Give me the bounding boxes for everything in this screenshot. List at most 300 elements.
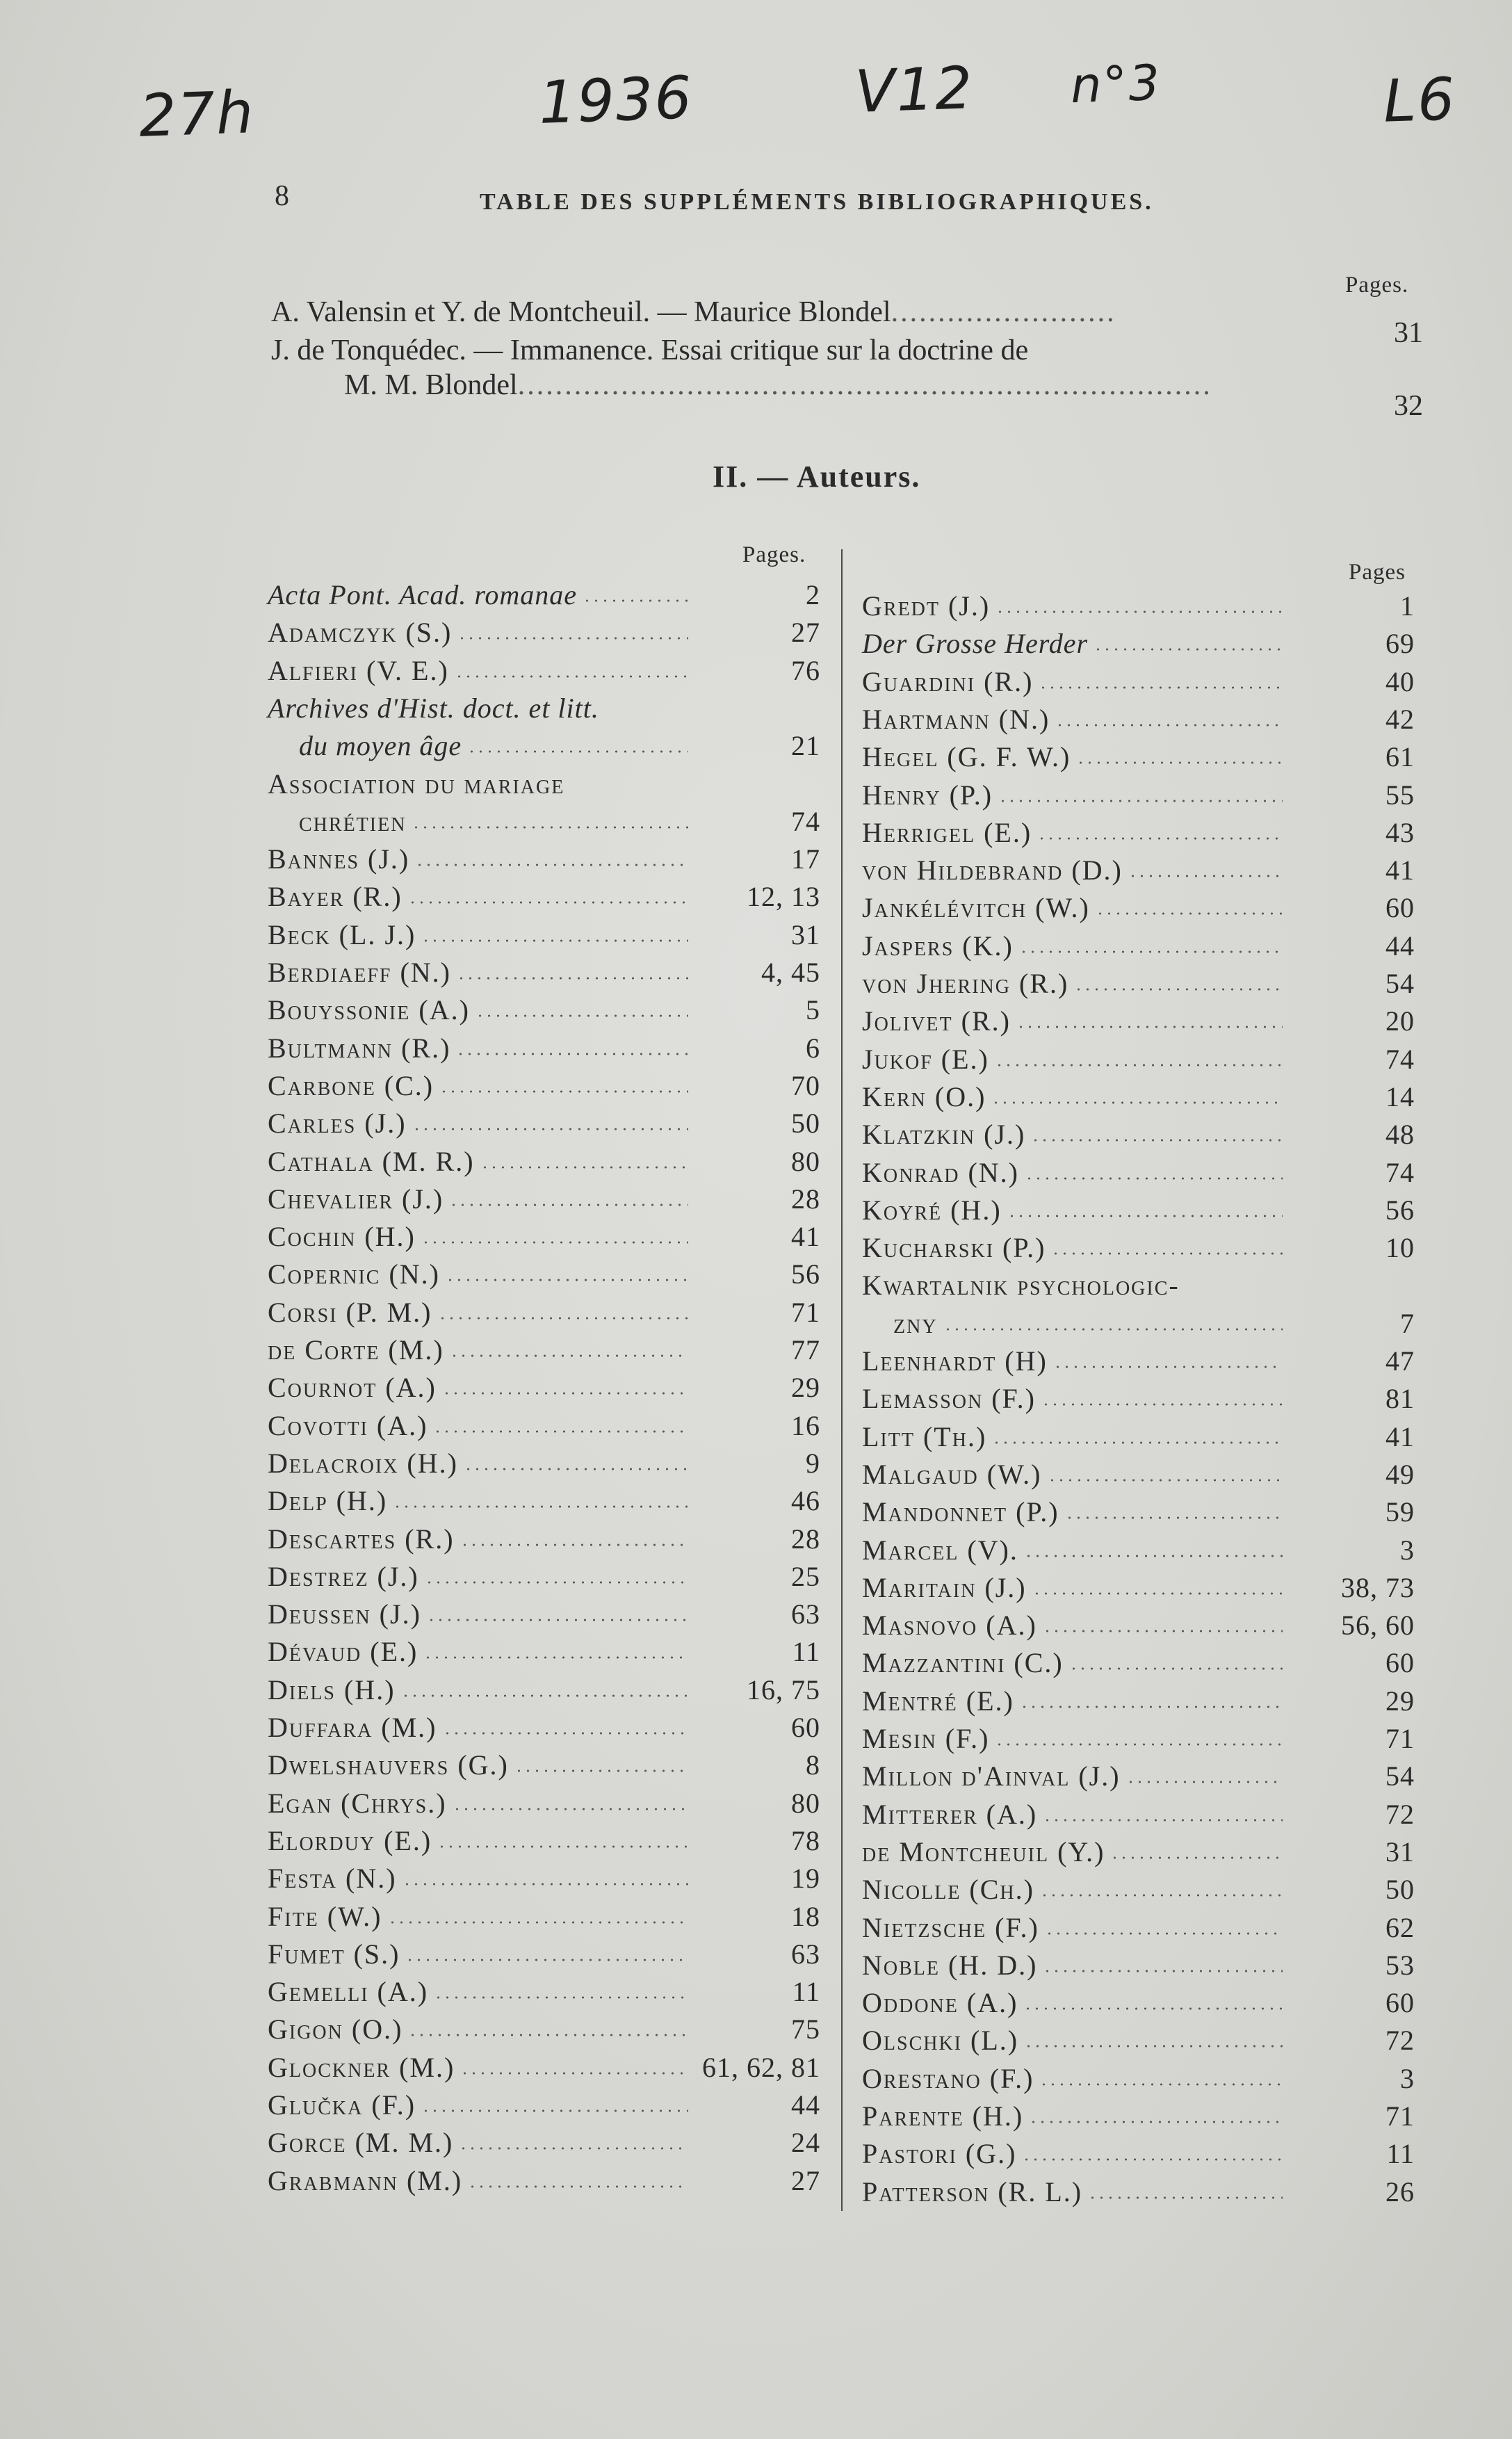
author-name: Archives d'Hist. doct. et litt. [268,692,599,724]
index-entry [862,590,1415,626]
author-name: Gorce (M. M.) [268,2127,454,2159]
index-entry [268,1258,820,1294]
dot-leader [1053,1366,1283,1368]
dot-leader [450,1354,688,1357]
dot-leader [457,637,688,640]
author-name: Delacroix (H.) [268,1447,458,1479]
author-name: Koyré (H.) [862,1194,1002,1226]
index-entry [268,1900,820,1936]
dot-leader [1096,912,1283,915]
author-name: Malgaud (W.) [862,1458,1042,1490]
author-name: Marcel (V). [862,1534,1018,1566]
dot-leader [1024,1555,1283,1557]
dot-leader [408,901,688,904]
handwriting-right: L6 [1382,65,1457,136]
author-name: Duffara (M.) [268,1712,437,1743]
author-name: Patterson (R. L.) [862,2175,1083,2207]
page-reference: 27 [791,2164,820,2196]
page-reference: 48 [1385,1119,1415,1151]
index-entry [862,1798,1415,1834]
page-reference: 60 [791,1712,820,1743]
handwriting-issue: n°3 [1069,54,1162,115]
page-reference: 11 [1386,2138,1415,2170]
page-reference: 12, 13 [747,881,820,913]
page-reference: 59 [1385,1496,1415,1528]
author-name: Herrigel (E.) [862,816,1032,848]
index-entry [268,994,820,1030]
index-entry [268,2013,820,2049]
reference-2-page: 32 [1394,390,1423,422]
index-entry [862,1156,1415,1192]
dot-leader [1022,2158,1283,2161]
page-reference: 74 [1385,1156,1415,1188]
dot-leader [1029,2121,1283,2123]
page-reference: 60 [1385,1987,1415,2019]
index-entry [862,1949,1415,1985]
index-entry [862,930,1415,966]
page-reference: 71 [1385,1723,1415,1754]
page-reference: 69 [1385,628,1415,660]
index-entry [862,2062,1415,2098]
index-entry [268,805,820,841]
page-reference: 17 [791,843,820,875]
page-reference: 11 [792,1976,820,2008]
page-reference: 9 [806,1447,820,1479]
handwriting-volume: V12 [854,54,975,126]
author-name: Masnovo (A.) [862,1610,1037,1642]
dot-leader [433,1430,688,1433]
author-name: Gredt (J.) [862,590,991,622]
author-name: Glučka (F.) [268,2089,416,2121]
dot-leader [1065,1516,1283,1519]
page-reference: 50 [791,1108,820,1140]
page-reference: 11 [792,1636,820,1668]
author-name: Mesin (F.) [862,1723,990,1754]
page-reference: 5 [806,994,820,1026]
handwriting-left: 27h [138,78,256,150]
dot-leader [423,1656,688,1659]
author-name: Cournot (A.) [268,1372,437,1404]
dot-leader [995,1743,1283,1746]
index-entry [862,1118,1415,1154]
index-entry [862,1080,1415,1117]
index-entry [862,1571,1415,1607]
handwriting-year: 1936 [537,63,694,137]
page-reference: 41 [1385,854,1415,886]
index-entry [268,1560,820,1596]
dot-leader [480,1166,688,1169]
right-column-pages-label: Pages [1349,560,1406,585]
page-reference: 72 [1385,2025,1415,2057]
dot-leader [1043,1970,1283,1972]
index-entry [268,1107,820,1143]
author-name: Descartes (R.) [268,1523,455,1555]
index-entry [862,627,1415,663]
index-entry [862,1005,1415,1041]
index-entry [862,891,1415,927]
dot-leader [401,1694,688,1697]
index-entry [862,1231,1415,1267]
dot-leader [1094,648,1283,651]
author-name: Hartmann (N.) [862,703,1050,735]
dot-leader [1019,950,1283,953]
page-reference: 31 [1385,1836,1415,1867]
page-reference: 31 [791,918,820,950]
reference-1-page: 31 [1394,317,1423,349]
page-reference: 29 [791,1372,820,1404]
author-name: de Montcheuil (Y.) [862,1836,1105,1867]
index-entry [268,1938,820,1974]
author-name: Klatzkin (J.) [862,1119,1026,1151]
dot-leader [453,1808,688,1810]
dot-leader [403,1883,688,1886]
dot-leader [1024,2045,1283,2048]
dot-leader [467,750,688,753]
author-name: Mazzantini (C.) [862,1647,1064,1679]
index-entry [862,1911,1415,1947]
author-name: Hegel (G. F. W.) [862,741,1071,773]
reference-2-text-cont: M. M. Blondel [344,369,518,401]
index-entry [862,703,1415,739]
dot-leader [1128,875,1283,877]
page-reference: 44 [791,2089,820,2121]
page-reference: 7 [1400,1307,1415,1339]
page-reference: 60 [1385,892,1415,924]
author-name: Festa (N.) [268,1863,397,1895]
dot-leader [514,1769,688,1772]
index-entry [268,1220,820,1256]
author-name: Glockner (M.) [268,2051,455,2083]
author-name: Henry (P.) [862,779,993,811]
page-reference: 72 [1385,1798,1415,1830]
dot-leader [437,1845,688,1848]
page-reference: 80 [791,1145,820,1177]
page-reference: 3 [1400,2062,1415,2094]
author-name: Bayer (R.) [268,881,403,913]
dot-leader [421,1241,688,1244]
dot-leader [442,1392,688,1395]
index-entry [862,1043,1415,1079]
dot-leader [421,939,688,942]
dot-leader [460,1543,688,1546]
author-name: Kwartalnik psychologic- [862,1270,1180,1302]
index-entry [268,1032,820,1068]
dot-leader [1037,837,1283,840]
dot-leader [1039,2083,1283,2086]
index-entry [862,1307,1415,1343]
dot-leader [449,1204,688,1206]
author-name: Nicolle (Ch.) [862,1874,1034,1906]
dot-leader [1025,1177,1283,1180]
author-name: Konrad (N.) [862,1156,1019,1188]
page-reference: 74 [791,805,820,837]
dot-leader [1031,1139,1283,1142]
dot-leader [991,1101,1283,1104]
dot-leader [415,864,688,866]
dot-leader [425,1581,688,1584]
dot-leader [995,1064,1283,1067]
page-reference: 61 [1385,741,1415,773]
page-reference: 41 [791,1221,820,1253]
page-reference: 60 [1385,1647,1415,1679]
index-entry [268,918,820,955]
index-entry [268,1296,820,1332]
dot-leader [1088,2196,1283,2199]
page-reference: 43 [1385,816,1415,848]
left-column-pages-label: Pages. [742,542,806,567]
index-entry [862,740,1415,777]
author-name: Beck (L. J.) [268,918,416,950]
author-name: Mandonnet (P.) [862,1496,1059,1528]
index-entry [862,665,1415,702]
page-reference: 25 [791,1560,820,1592]
author-name: Deussen (J.) [268,1598,421,1630]
page-reference: 24 [791,2127,820,2159]
dot-leader [1126,1781,1283,1783]
index-entry [268,1711,820,1747]
page-reference: 42 [1385,703,1415,735]
dot-leader [468,2185,688,2188]
author-name: Covotti (A.) [268,1409,428,1441]
dot-leader [1043,1630,1283,1632]
author-name: Bannes (J.) [268,843,410,875]
dot-leader [583,599,688,602]
author-name: Mentré (E.) [862,1685,1014,1717]
index-entry [862,1722,1415,1758]
author-name: Litt (Th.) [862,1420,987,1452]
running-title: TABLE DES SUPPLÉMENTS BIBLIOGRAPHIQUES. [480,189,1154,215]
author-name: Maritain (J.) [862,1571,1027,1603]
author-name: Egan (Chrys.) [268,1787,447,1819]
author-name: Oddone (A.) [862,1987,1018,2019]
author-name: Jukof (E.) [862,1043,989,1075]
reference-1: A. Valensin et Y. de Montcheuil. — Maurice Blondel........................ [271,296,1116,328]
dot-leader [464,1468,688,1470]
author-name: von Jhering (R.) [862,968,1069,999]
dot-leader [1110,1856,1283,1859]
dot-leader [460,2072,688,2075]
page-reference: 71 [791,1296,820,1328]
index-entry [862,1345,1415,1381]
index-entry [268,578,820,615]
index-entry [268,1862,820,1898]
page-reference: 75 [791,2013,820,2045]
dot-leader [1041,1403,1283,1406]
index-entry [862,1836,1415,1872]
index-entry [268,1975,820,2011]
index-entry [862,1420,1415,1457]
author-name: Kucharski (P.) [862,1232,1046,1264]
page-reference: 63 [791,1598,820,1630]
page-reference: 6 [806,1032,820,1064]
author-name: zny [893,1307,938,1339]
author-name: Dévaud (E.) [268,1636,418,1668]
index-entry [862,1986,1415,2023]
page-reference: 4, 45 [761,957,820,988]
index-entry [862,1609,1415,1645]
dot-leader [408,2034,688,2036]
index-entry [862,1685,1415,1721]
index-entry [268,2051,820,2087]
page-reference: 63 [791,1938,820,1970]
author-name: Leenhardt (H) [862,1345,1048,1377]
dot-leader [1007,1215,1283,1217]
dot-leader [393,1505,688,1508]
dot-leader [439,1090,688,1093]
page-reference: 3 [1400,1534,1415,1566]
dot-leader [943,1328,1283,1331]
index-entry [268,692,820,728]
reference-2 [271,334,1028,367]
index-entry [268,1409,820,1445]
page-reference: 78 [791,1824,820,1856]
index-entry [862,816,1415,852]
index-entry [268,654,820,690]
page-reference: 26 [1385,2175,1415,2207]
author-name: Diels (H.) [268,1674,396,1705]
index-entry [268,1635,820,1671]
page-reference: 61, 62, 81 [702,2051,820,2083]
author-name: von Hildebrand (D.) [862,854,1123,886]
dot-leader [446,1279,688,1281]
index-entry [862,1873,1415,1909]
author-name: Jankélévitch (W.) [862,892,1090,924]
dot-leader [998,800,1283,802]
page-reference: 50 [1385,1874,1415,1906]
dot-leader [1039,686,1283,689]
dot-leader [1020,1705,1283,1708]
dot-leader [995,610,1283,613]
author-name: Acta Pont. Acad. romanae [268,579,578,610]
page-reference: 18 [791,1900,820,1932]
index-entry [268,2126,820,2162]
dot-leader [427,1619,688,1621]
author-name: Grabmann (M.) [268,2164,463,2196]
page-reference: 28 [791,1183,820,1215]
index-entry [268,1334,820,1370]
page-reference: 49 [1385,1458,1415,1490]
page-reference: 14 [1385,1080,1415,1112]
page-reference: 10 [1385,1232,1415,1264]
index-entry [268,956,820,992]
author-name: Lemasson (F.) [862,1383,1036,1415]
dot-leader [1048,1479,1283,1482]
index-entry [862,1534,1415,1570]
index-entry [268,1598,820,1634]
dot-leader [405,1959,688,1961]
page-reference: 62 [1385,1911,1415,1943]
index-entry [268,1371,820,1407]
author-name: Kern (O.) [862,1080,986,1112]
dot-leader [1069,1667,1283,1670]
author-name: Fumet (S.) [268,1938,400,1970]
page-reference: 16, 75 [747,1674,820,1705]
index-entry [268,768,820,804]
dot-leader [1032,1592,1283,1595]
author-name: Bultmann (R.) [268,1032,451,1064]
index-entry [862,2137,1415,2173]
page-reference: 19 [791,1863,820,1895]
reference-2-cont: M. M. Blondel.......................................................................... [344,369,1212,401]
page-reference: 40 [1385,665,1415,697]
page-reference: 81 [1385,1383,1415,1415]
page-reference: 54 [1385,1760,1415,1792]
author-name: Gemelli (A.) [268,1976,429,2008]
index-entry [862,1269,1415,1305]
dot-leader [992,1441,1283,1444]
author-name: Pastori (G.) [862,2138,1017,2170]
index-entry [268,1183,820,1219]
dot-leader [1074,988,1283,991]
index-entry [862,854,1415,890]
index-entry [268,729,820,765]
author-name: Jolivet (R.) [862,1005,1011,1037]
page-reference: 71 [1385,2100,1415,2132]
dot-leader [434,1996,688,1999]
author-name: Parente (H.) [862,2100,1024,2132]
page-reference: 53 [1385,1949,1415,1981]
author-name: du moyen âge [299,730,462,762]
author-name: Der Grosse Herder [862,628,1089,660]
page-reference: 28 [791,1523,820,1555]
page-reference: 54 [1385,968,1415,999]
author-name: chrétien [299,805,407,837]
author-name: Noble (H. D.) [862,1949,1038,1981]
dot-leader [1023,2007,1283,2010]
page-reference: 44 [1385,930,1415,962]
author-name: Destrez (J.) [268,1560,419,1592]
author-name: Elorduy (E.) [268,1824,432,1856]
index-entry [862,2100,1415,2136]
dot-leader [475,1014,688,1017]
author-name: Delp (H.) [268,1485,388,1517]
index-entry [268,1523,820,1559]
page-reference: 2 [806,579,820,610]
index-entry [268,1484,820,1521]
dot-leader [1043,1819,1283,1822]
author-name: Carbone (C.) [268,1069,434,1101]
index-entry [268,1674,820,1710]
page-reference: 56, 60 [1341,1610,1415,1642]
author-name: Cochin (H.) [268,1221,416,1253]
page-reference: 38, 73 [1341,1571,1415,1603]
index-entry [268,1824,820,1861]
page-reference: 16 [791,1409,820,1441]
author-name: Carles (J.) [268,1108,407,1140]
index-entry [862,1496,1415,1532]
index-entry [862,2175,1415,2212]
page-reference: 55 [1385,779,1415,811]
author-name: de Corte (M.) [268,1334,444,1366]
page-reference: 80 [791,1787,820,1819]
page-reference: 76 [791,654,820,686]
dot-leader [455,675,688,678]
author-name: Dwelshauvers (G.) [268,1749,509,1781]
page-reference: 56 [791,1258,820,1290]
index-entry [268,1069,820,1105]
page-reference: 46 [791,1485,820,1517]
page-reference: 47 [1385,1345,1415,1377]
author-name: Fite (W.) [268,1900,382,1932]
author-name: Olschki (L.) [862,2025,1019,2057]
author-name: Orestano (F.) [862,2062,1034,2094]
index-entry [862,1194,1415,1230]
index-entry [862,1760,1415,1796]
index-entry [862,1646,1415,1683]
index-entry [862,1458,1415,1494]
dot-leader [1040,1894,1283,1897]
page-reference: 70 [791,1069,820,1101]
